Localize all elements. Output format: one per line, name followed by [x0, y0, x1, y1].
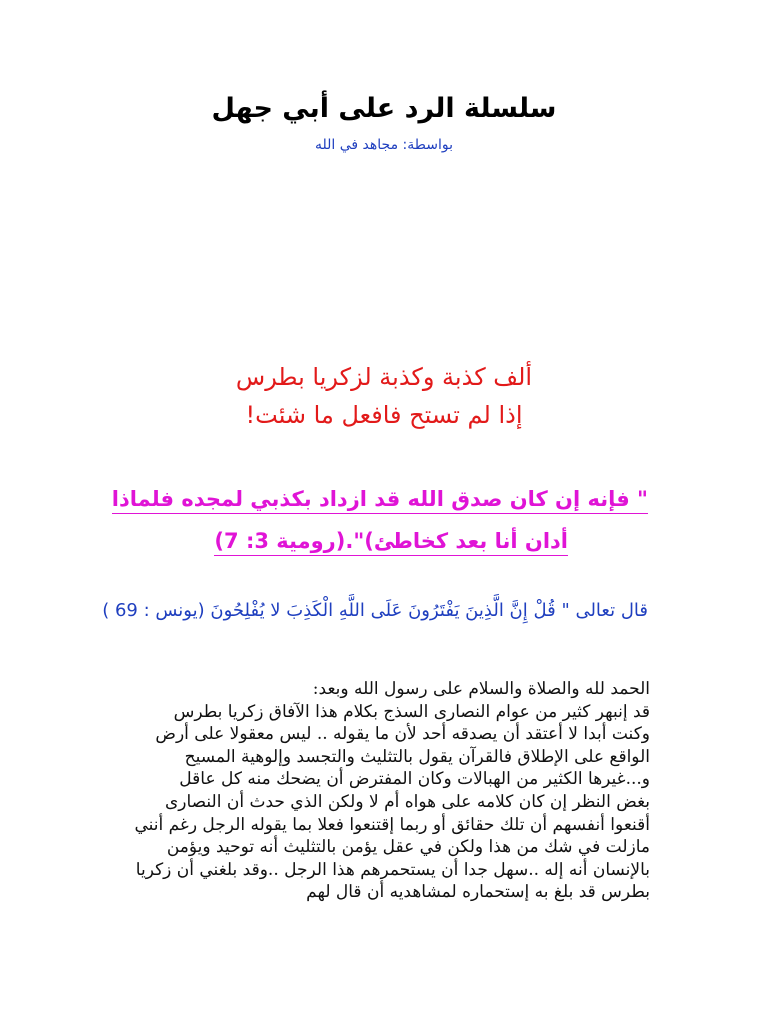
body-line: قد إنبهر كثير من عوام النصارى السذج بكلام هذا الآفاق زكريا بطرس: [173, 701, 650, 722]
author-byline: بواسطة: مجاهد في الله: [315, 137, 453, 153]
body-line: بطرس قد بلغ به إستحماره لمشاهديه أن قال لهم: [306, 882, 650, 903]
quran-ayah: قال تعالى " قُلْ إِنَّ الَّذِينَ يَفْتَرُونَ عَلَى اللَّهِ الْكَذِبَ لا يُفْلِحُونَ (يونس : 69 ): [102, 600, 648, 621]
quote-line-1: " فإنه إن كان صدق الله قد ازداد بكذبي لمجده فلماذا: [112, 487, 648, 514]
heading-block: [0, 358, 768, 434]
body-line: مازلت في شك من هذا ولكن في عقل يؤمن بالتثليث أنه توحيد ويؤمن: [166, 837, 650, 858]
body-line: بالإنسان أنه إله ..سهل جدا أن يستحمرهم هذا الرجل ..وقد بلغني أن زكريا: [135, 859, 650, 880]
body-line: الحمد لله والصلاة والسلام على رسول الله وبعد:: [312, 679, 650, 699]
document-title: سلسلة الرد على أبي جهل: [211, 93, 557, 124]
body-line: وكنت أبدا لا أعتقد أن يصدقه أحد لأن ما يقوله .. ليس معقولا على أرض: [155, 724, 650, 745]
body-line: و...غيرها الكثير من الهبالات وكان المفترض أن يضحك منه كل عاقل: [179, 769, 650, 790]
body-line: بغض النظر إن كان كلامه على هواه أم لا ولكن الذي حدث أن النصارى: [164, 791, 650, 812]
body-line: الواقع على الإطلاق فالقرآن يقول بالتثليث والتجسد وإلوهية المسيح: [184, 746, 650, 767]
quote-line-2: أدان أنا بعد كخاطئ)".(رومية 3: 7): [214, 529, 568, 556]
body-line: أقنعوا أنفسهم أن تلك حقائق أو ربما إقتنعوا فعلا بما يقوله الرجل رغم أنني: [134, 814, 650, 835]
bible-quote: [100, 478, 648, 562]
heading-line-2: إذا لم تستح فافعل ما شئت!: [245, 401, 523, 429]
heading-line-1: ألف كذبة وكذبة لزكريا بطرس: [235, 363, 533, 391]
body-paragraph: [124, 678, 650, 904]
